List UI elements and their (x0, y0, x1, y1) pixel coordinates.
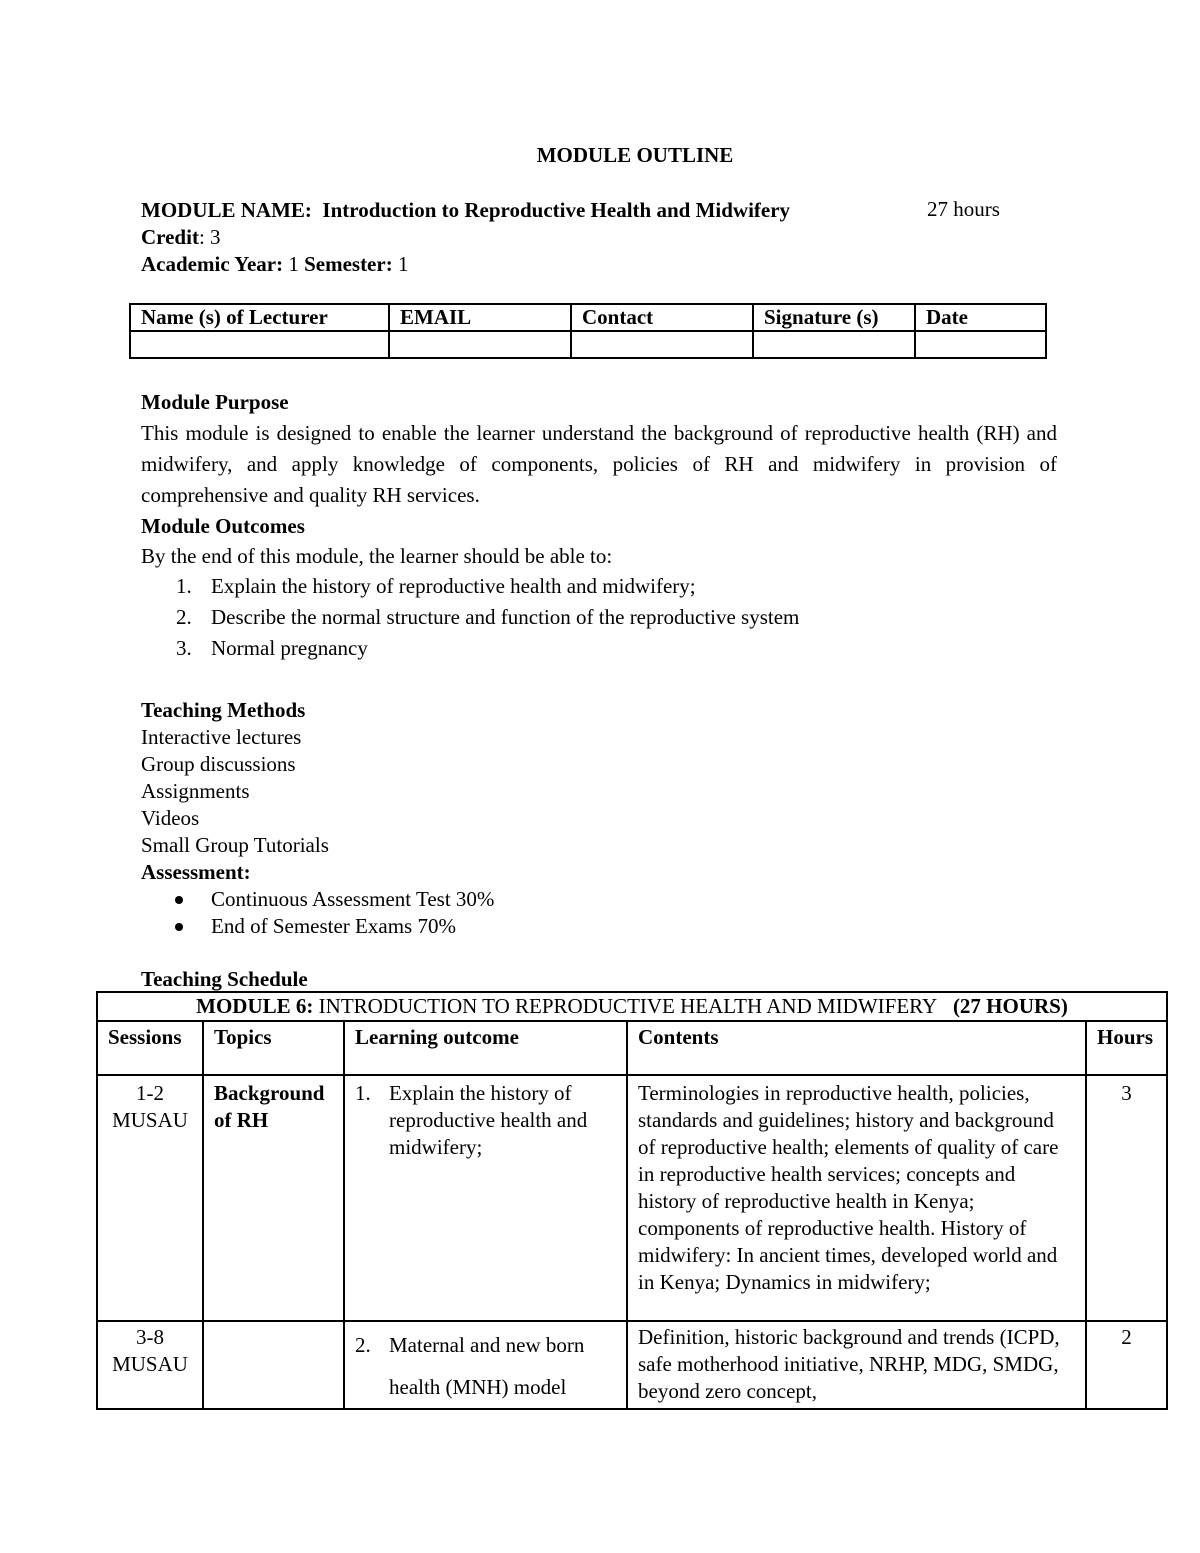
topic-cell (203, 1321, 344, 1409)
list-item: Small Group Tutorials (141, 833, 329, 857)
module-purpose-section (141, 387, 1057, 664)
topics-header: Topics (203, 1021, 344, 1075)
table-row (97, 1075, 1167, 1321)
teaching-schedule-table (96, 991, 1168, 1410)
lecturer-table-header (130, 304, 1046, 331)
credit-value: : 3 (198, 225, 221, 249)
list-item: Videos (141, 806, 200, 830)
credit-label: Credit (141, 225, 199, 249)
lecturer-date-header: Date (915, 304, 1046, 331)
lecturer-email-cell (389, 331, 571, 358)
hours-cell: 2 (1086, 1321, 1167, 1409)
list-item: 3. Normal pregnancy (176, 636, 368, 660)
sessions-cell: 3-8 MUSAU (97, 1321, 203, 1409)
table-row (97, 1321, 1167, 1409)
lecturer-name-header: Name (s) of Lecturer (130, 304, 389, 331)
module-outcomes-list (141, 571, 1057, 664)
list-item: 1. Explain the history of reproductive health and midwifery; (176, 574, 696, 598)
contents-header: Contents (627, 1021, 1086, 1075)
assessment-heading: Assessment: (141, 860, 251, 884)
module-title-cell: MODULE 6: INTRODUCTION TO REPRODUCTIVE HEALTH AND MIDWIFERY (27 HOURS) (97, 992, 1167, 1021)
learning-outcome-cell: 1. Explain the history of reproductive health and midwifery; (344, 1075, 627, 1321)
lecturer-contact-cell (571, 331, 753, 358)
academic-year-line (141, 251, 408, 278)
bullet-icon (175, 923, 183, 931)
semester-value: 1 (392, 252, 409, 276)
teaching-methods-heading: Teaching Methods (141, 698, 306, 722)
lecturer-signature-header: Signature (s) (753, 304, 915, 331)
teaching-methods-section (141, 697, 494, 940)
module-purpose-text: This module is designed to enable the learner understand the background of reproductive health (RH) and midwifery, and apply knowledge of components, policies of RH and midwifery in provision of comprehensive and quality RH services. (141, 421, 1057, 507)
list-item: Assignments (141, 779, 250, 803)
lecturer-date-cell (915, 331, 1046, 358)
lecturer-email-header: EMAIL (389, 304, 571, 331)
lecturer-signature-cell (753, 331, 915, 358)
academic-year-value: 1 (283, 252, 305, 276)
lecturer-table-row (130, 331, 1046, 358)
bullet-icon (175, 896, 183, 904)
schedule-header-row (97, 1021, 1167, 1075)
learning-outcome-header: Learning outcome (344, 1021, 627, 1075)
lecturer-table (129, 303, 1047, 359)
module-name-line (141, 197, 790, 224)
topic-cell: Background of RH (203, 1075, 344, 1321)
sessions-cell: 1-2 MUSAU (97, 1075, 203, 1321)
teaching-schedule-heading: Teaching Schedule (141, 967, 308, 991)
assessment-list (0, 886, 494, 940)
lecturer-contact-header: Contact (571, 304, 753, 331)
list-item: Interactive lectures (141, 725, 302, 749)
credit-line (141, 224, 221, 251)
semester-label: Semester: (304, 252, 393, 276)
contents-cell: Terminologies in reproductive health, policies, standards and guidelines; history and background of reproductive health; elements of quality of care in reproductive health services; concepts and history of reproductive health in Kenya; components of reproductive health. History of midwifery: In ancient times, developed world and in Kenya; Dynamics in midwifery; (627, 1075, 1086, 1321)
list-item: 2. Describe the normal structure and function of the reproductive system (176, 605, 800, 629)
page-title: MODULE OUTLINE (536, 143, 734, 167)
hours-header: Hours (1086, 1021, 1167, 1075)
module-title-row (97, 992, 1167, 1021)
academic-year-label: Academic Year: (141, 252, 284, 276)
list-item: Continuous Assessment Test 30% (141, 886, 494, 913)
list-item: Group discussions (141, 752, 296, 776)
contents-cell: Definition, historic background and trends (ICPD, safe motherhood initiative, NRHP, MDG, SMDG, beyond zero concept, (627, 1321, 1086, 1409)
module-purpose-heading: Module Purpose (141, 390, 289, 414)
hours-cell: 3 (1086, 1075, 1167, 1321)
module-total-hours: 27 hours (927, 197, 1000, 221)
module-name-value: Introduction to Reproductive Health and Midwifery (322, 198, 791, 222)
module-name-label: MODULE NAME: (141, 198, 312, 222)
module-outcomes-intro: By the end of this module, the learner should be able to: (141, 544, 613, 568)
list-item: End of Semester Exams 70% (141, 913, 494, 940)
module-outcomes-heading: Module Outcomes (141, 514, 305, 538)
sessions-header: Sessions (97, 1021, 203, 1075)
lecturer-name-cell (130, 331, 389, 358)
learning-outcome-cell: 2. Maternal and new born health (MNH) model (344, 1321, 627, 1409)
